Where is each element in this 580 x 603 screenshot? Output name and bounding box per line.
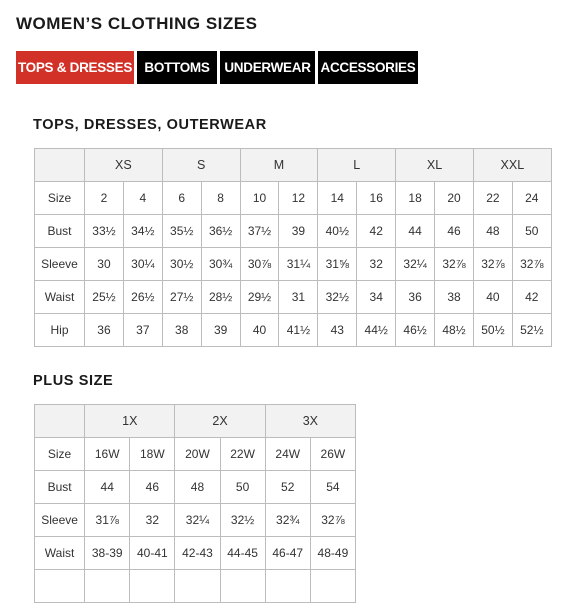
table-cell: 38 (162, 314, 201, 347)
table-cell: 52½ (512, 314, 551, 347)
table-cell: 38 (435, 281, 474, 314)
table-row (35, 314, 552, 347)
table-cell: 30¼ (123, 248, 162, 281)
plus-section-heading: PLUS SIZE (33, 373, 114, 389)
table-cell: 32⅞ (512, 248, 551, 281)
tab-underwear[interactable]: UNDERWEAR (220, 51, 315, 84)
table-cell: 26W (310, 438, 355, 471)
header-corner-cell (35, 149, 85, 182)
table-cell: 40 (473, 281, 512, 314)
table-cell: 46-47 (265, 537, 310, 570)
table-cell: 30½ (162, 248, 201, 281)
size-group-header: 1X (85, 405, 175, 438)
row-label: Size (35, 438, 85, 471)
table-cell: 39 (279, 215, 318, 248)
table-cell: 36½ (201, 215, 240, 248)
plus-size-table (34, 404, 356, 603)
table-cell: 18 (396, 182, 435, 215)
size-group-row (35, 149, 552, 182)
table-cell: 32¼ (175, 504, 220, 537)
row-label: Bust (35, 471, 85, 504)
size-group-row (35, 405, 356, 438)
table-cell: 39 (201, 314, 240, 347)
table-cell: 35½ (162, 215, 201, 248)
table-cell: 46 (435, 215, 474, 248)
tab-accessories[interactable]: ACCESSORIES (318, 51, 418, 84)
table-cell: 29½ (240, 281, 279, 314)
table-cell: 44½ (357, 314, 396, 347)
table-cell: 32½ (318, 281, 357, 314)
table-cell: 46½ (396, 314, 435, 347)
table-cell: 2 (85, 182, 124, 215)
row-label: Sleeve (35, 504, 85, 537)
table-cell: 50 (512, 215, 551, 248)
table-cell: 20W (175, 438, 220, 471)
table-cell: 22 (473, 182, 512, 215)
table-cell: 44 (396, 215, 435, 248)
table-cell: 40½ (318, 215, 357, 248)
row-label: Hip (35, 314, 85, 347)
table-cell: 32¾ (265, 504, 310, 537)
table-row (35, 504, 356, 537)
table-cell: 6 (162, 182, 201, 215)
table-cell: 40-41 (130, 537, 175, 570)
table-cell: 38-39 (85, 537, 130, 570)
table-cell: 32⅞ (310, 504, 355, 537)
table-cell: 31⅝ (318, 248, 357, 281)
table-cell: 24 (512, 182, 551, 215)
table-cell (130, 570, 175, 603)
table-cell: 32 (357, 248, 396, 281)
tops-size-table (34, 148, 552, 347)
table-row (35, 182, 552, 215)
table-cell: 34½ (123, 215, 162, 248)
table-cell: 36 (85, 314, 124, 347)
table-cell: 26½ (123, 281, 162, 314)
table-cell: 48½ (435, 314, 474, 347)
category-tabs (16, 51, 418, 84)
table-cell: 50 (220, 471, 265, 504)
table-cell: 46 (130, 471, 175, 504)
table-cell: 42-43 (175, 537, 220, 570)
size-group-header: L (318, 149, 396, 182)
size-group-header: M (240, 149, 318, 182)
table-cell: 31⅞ (85, 504, 130, 537)
table-cell: 44 (85, 471, 130, 504)
table-cell: 37 (123, 314, 162, 347)
table-row (35, 537, 356, 570)
table-cell (175, 570, 220, 603)
table-cell (310, 570, 355, 603)
table-cell: 42 (512, 281, 551, 314)
row-label: Bust (35, 215, 85, 248)
tab-tops-dresses[interactable]: TOPS & DRESSES (16, 51, 134, 84)
table-cell: 40 (240, 314, 279, 347)
table-cell: 41½ (279, 314, 318, 347)
table-cell: 30⅞ (240, 248, 279, 281)
table-cell: 32⅞ (435, 248, 474, 281)
table-cell: 12 (279, 182, 318, 215)
table-row (35, 570, 356, 603)
table-cell: 24W (265, 438, 310, 471)
table-cell: 54 (310, 471, 355, 504)
table-cell: 43 (318, 314, 357, 347)
table-cell: 37½ (240, 215, 279, 248)
table-cell: 50½ (473, 314, 512, 347)
row-label (35, 570, 85, 603)
table-cell: 32⅞ (473, 248, 512, 281)
table-cell: 10 (240, 182, 279, 215)
table-cell: 16W (85, 438, 130, 471)
table-cell: 36 (396, 281, 435, 314)
table-cell: 34 (357, 281, 396, 314)
table-cell: 16 (357, 182, 396, 215)
table-cell: 25½ (85, 281, 124, 314)
table-cell: 30¾ (201, 248, 240, 281)
table-cell (220, 570, 265, 603)
size-group-header: 3X (265, 405, 355, 438)
table-cell: 42 (357, 215, 396, 248)
table-cell: 48 (473, 215, 512, 248)
table-cell: 8 (201, 182, 240, 215)
size-group-header: S (162, 149, 240, 182)
row-label: Size (35, 182, 85, 215)
table-cell: 44-45 (220, 537, 265, 570)
row-label: Waist (35, 537, 85, 570)
header-corner-cell (35, 405, 85, 438)
tops-section-heading: TOPS, DRESSES, OUTERWEAR (33, 117, 267, 133)
row-label: Waist (35, 281, 85, 314)
table-cell: 33½ (85, 215, 124, 248)
table-cell: 32 (130, 504, 175, 537)
table-row (35, 248, 552, 281)
table-cell (265, 570, 310, 603)
size-group-header: XL (396, 149, 474, 182)
size-group-header: XS (85, 149, 163, 182)
table-cell: 28½ (201, 281, 240, 314)
table-cell: 32¼ (396, 248, 435, 281)
table-cell (85, 570, 130, 603)
table-cell: 52 (265, 471, 310, 504)
size-group-header: XXL (473, 149, 551, 182)
table-cell: 30 (85, 248, 124, 281)
table-cell: 20 (435, 182, 474, 215)
table-cell: 32½ (220, 504, 265, 537)
page-title: WOMEN’S CLOTHING SIZES (16, 14, 258, 33)
table-row (35, 281, 552, 314)
table-cell: 14 (318, 182, 357, 215)
table-row (35, 438, 356, 471)
table-cell: 48 (175, 471, 220, 504)
table-row (35, 215, 552, 248)
table-row (35, 471, 356, 504)
size-group-header: 2X (175, 405, 265, 438)
table-cell: 22W (220, 438, 265, 471)
row-label: Sleeve (35, 248, 85, 281)
table-cell: 48-49 (310, 537, 355, 570)
table-cell: 4 (123, 182, 162, 215)
table-cell: 31¼ (279, 248, 318, 281)
table-cell: 27½ (162, 281, 201, 314)
table-cell: 31 (279, 281, 318, 314)
table-cell: 18W (130, 438, 175, 471)
tab-bottoms[interactable]: BOTTOMS (137, 51, 217, 84)
